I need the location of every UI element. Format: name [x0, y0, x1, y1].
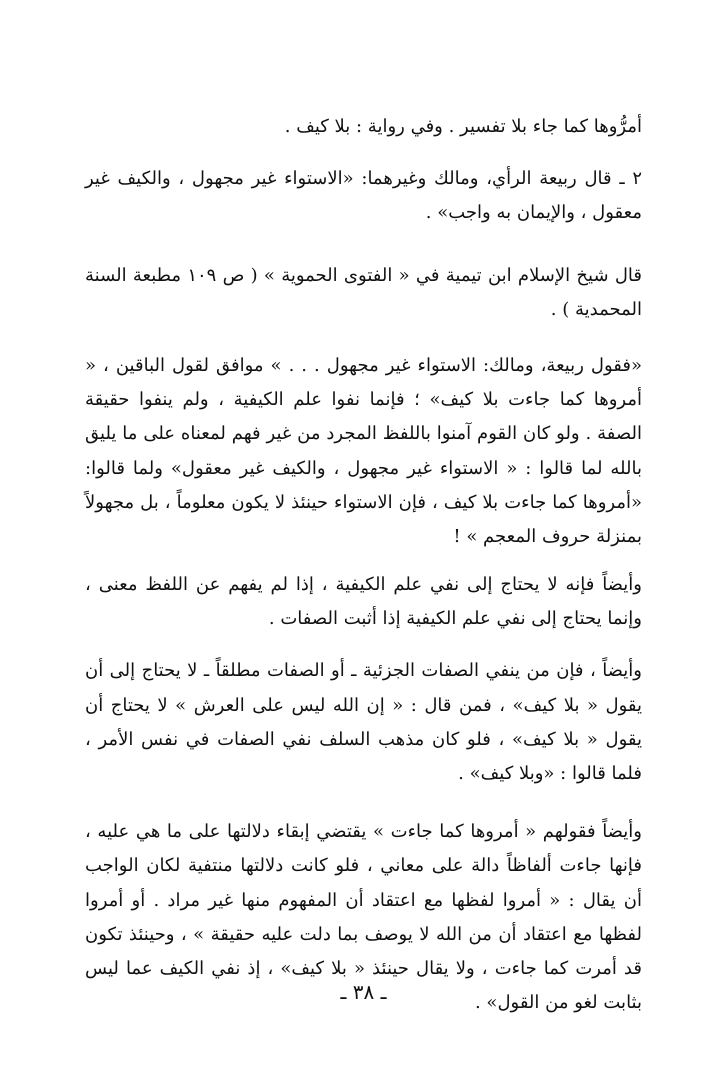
paragraph-6: وأيضاً ، فإن من ينفي الصفات الجزئية ـ أو الصفات مطلقاً ـ لا يحتاج إلى أن يقول « بلا كيف» ، فمن قال : « إن الله ليس على العرش » لا يحتاج أن يقول « بلا كيف» ، فلو كان مذهب السلف نفي الصفات في نفس الأمر ، فلما قالوا : «وبلا كيف» .	[85, 660, 642, 784]
paragraph-2: ٢ ـ قال ربيعة الرأي، ومالك وغيرهما: «الاستواء غير مجهول ، والكيف غير معقول ، والإيمان به واجب» .	[85, 168, 642, 224]
paragraph-7: وأيضاً فقولهم « أمروها كما جاءت » يقتضي إبقاء دلالتها على ما هي عليه ، فإنها جاءت ألفاظاً دالة على معاني ، فلو كانت دلالتها منتفية لكان الواجب أن يقال : « أمروا لفظها مع اعتقاد أن المفهوم منها غير مراد . أو أمروا لفظها مع اعتقاد أن من الله لا يوصف بما دلت عليه حقيقة » ، وحينئذ تكون قد أمرت كما جاءت ، ولا يقال حينئذ « بلا كيف» ، إذ نفي الكيف عما ليس بثابت لغو من القول» .	[85, 821, 642, 1014]
paragraph-3: قال شيخ الإسلام ابن تيمية في « الفتوى الحموية » ( ص ١٠٩ مطبعة السنة المحمدية ) .	[85, 264, 642, 320]
paragraph-5: وأيضاً فإنه لا يحتاج إلى نفي علم الكيفية ، إذا لم يفهم عن اللفظ معنى ، وإنما يحتاج إلى نفي علم الكيفية إذا أثبت الصفات .	[85, 574, 642, 630]
paragraph-4: «فقول ربيعة، ومالك: الاستواء غير مجهول . . . » موافق لقول الباقين ، « أمروها كما جاءت بلا كيف» ؛ فإنما نفوا علم الكيفية ، ولم ينفوا حقيقة الصفة . ولو كان القوم آمنوا باللفظ المجرد من غير فهم لمعناه على ما يليق بالله لما قالوا : « الاستواء غير مجهول ، والكيف غير معقول» ولما قالوا: «أمروها كما جاءت بلا كيف ، فإن الاستواء حينئذ لا يكون معلوماً ، بل مجهولاً بمنزلة حروف المعجم » !	[85, 354, 642, 547]
paragraph-1: أمرُّوها كما جاء بلا تفسير . وفي رواية : بلا كيف .	[284, 116, 642, 137]
page-number: ـ ٣٨ ـ	[340, 980, 387, 1004]
